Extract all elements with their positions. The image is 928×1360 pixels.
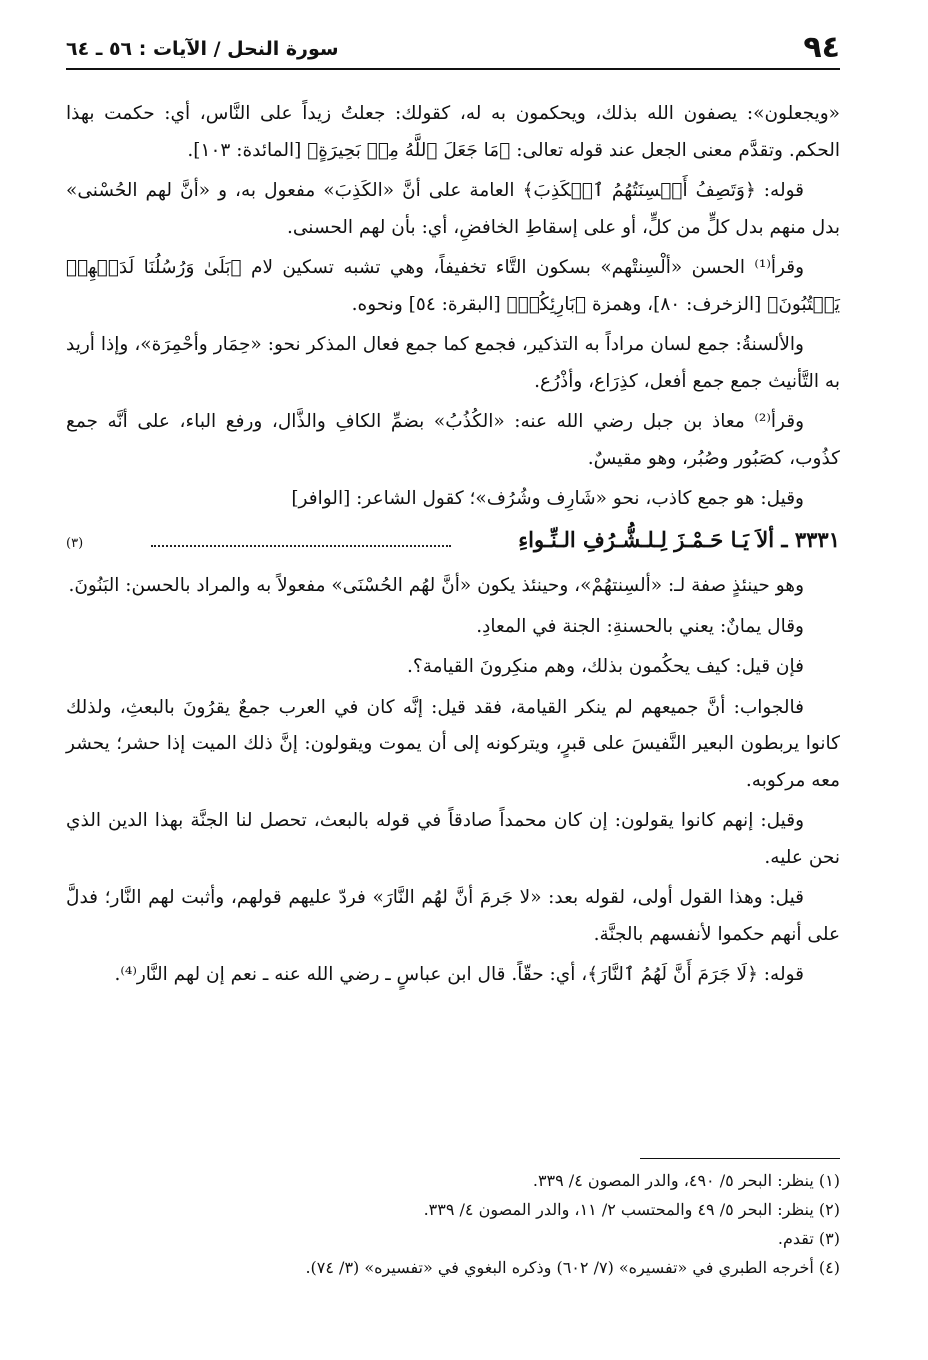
running-head: سورة النحل / الآيات : ٥٦ ـ ٦٤ [66,38,339,60]
paragraph: قوله: ﴿لَا جَرَمَ أَنَّ لَهُمُ ٱلنَّارَ﴾، أي: حقّاً. قال ابن عباسٍ ـ رضي الله عنه ـ نعم إن لهم النَّار⁽⁴⁾. [114,964,804,985]
paragraph: وقيل: هو جمع كاذب، نحو «شَارِف وشُرُف»؛ كقول الشاعر: [الوافر] [291,488,804,509]
paragraph: وقرأ⁽¹⁾ الحسن «ألْسِنتْهم» بسكون التَّاء تخفيفاً، وهي تشبه تسكين لام ﴿بَلَىٰ وَرُسُلُنَا لَدَيۡهِمۡ يَكۡتُبُونَ﴾ [الزخرف: ٨٠]، وهمزة ﴿بَارِئِكُمۡ﴾ [البقرة: ٥٤] ونحوه. [66,257,840,315]
paragraph: وقيل: إنهم كانوا يقولون: إن كان محمداً صادقاً في قوله بالبعث، تحصل لنا الجنَّة بهذا الدين الذي نحن عليه. [66,810,840,868]
verse-text: ٣٣٣١ ـ ألاَ يَـا حَـمْـزَ لِـلـشُّـرُفِ الـنِّـواءِ [518,526,840,552]
page-header [66,28,840,70]
footnote-separator [640,1158,840,1159]
footnote: (١) ينظر: البحر ٥/ ٤٩٠، والدر المصون ٤/ ٣٣٩. [532,1171,840,1190]
footnote: (٤) أخرجه الطبري في «تفسيره» (٧/ ٦٠٢) وذكره البغوي في «تفسيره» (٣/ ٧٤). [305,1258,840,1277]
main-text [66,96,840,998]
verse-footnote-ref: (٣) [66,535,84,551]
poetry-verse [66,522,840,563]
paragraph: فإن قيل: كيف يحكُمون بذلك، وهم منكِرونَ القيامة؟. [407,656,804,677]
paragraph: فالجواب: أنَّ جميعهم لم ينكر القيامة، فقد قيل: إنَّه كان في العرب جمعٌ يقرُونَ بالبعثِ، ولذلك كانوا يربطون البعير النَّفيسَ على قبرٍ، ويتركونه إلى أن يموت ويقولون: إنَّ ذلك الميت إذا حشر؛ يحشر معه مركوبه. [66,696,840,791]
paragraph: قوله: ﴿وَتَصِفُ أَلۡسِنَتُهُمُ ٱلۡكَذِبَ﴾ العامة على أنَّ «الكَذِبَ» مفعول به، و «أنَّ لهم الحُسْنى» بدل منهم بدل كلٍّ من كلٍّ، أو على إسقاطِ الخافضِ، أي: بأن لهم الحسنى. [66,180,840,238]
paragraph: وهو حينئذٍ صفة لـ: «ألسِنتهُمْ»، وحينئذ يكون «أنَّ لهُم الحُسْنَى» مفعولاً به والمراد بالحسن: البَنُونَ. [68,575,804,596]
paragraph: وقال يمانٌ: يعني بالحسنةِ: الجنة في المعادِ. [476,615,804,637]
paragraph: والألسنةُ: جمع لسان مراداً به التذكير، فجمع كما جمع فعال المذكر نحو: «حِمَار وأحْمِرَة»، وإذا أريد به التَّأنيث جمع جمع أفعل، كذِرَاع، وأذْرُع. [66,334,840,392]
paragraph: قيل: وهذا القول أولى، لقوله بعد: «لا جَرمَ أنَّ لهُم النَّارَ» فردّ عليهم قولهم، وأثبت لهم النَّار؛ فدلَّ على أنهم حكموا لأنفسهم بالجنَّة. [66,887,840,945]
footnote: (٢) ينظر: البحر ٥/ ٤٩ والمحتسب ٢/ ١١، والدر المصون ٤/ ٣٣٩. [423,1200,840,1219]
paragraph: «ويجعلون»: يصفون الله بذلك، ويحكمون به له، كقولك: جعلتُ زيداً على النَّاس، أي: حكمت بهذا الحكم. وتقدَّم معنى الجعل عند قوله تعالى: ﴿مَا جَعَلَ ٱللَّهُ مِنۢ بَحِيرَةٍ﴾ [المائدة: ١٠٣]. [66,103,840,161]
page-number: ٩٤ [803,30,840,65]
paragraph: وقرأ⁽²⁾ معاذ بن جبل رضي الله عنه: «الكُذُبُ» بضمِّ الكافِ والذَّال، ورفع الباء، على أنَّه جمع كذُوب، كصَبُور وصُبُر، وهو مقيسٌ. [66,411,840,469]
footnote: (٣) تقدم. [777,1229,840,1248]
verse-dots [151,531,451,547]
footnotes [66,1166,840,1282]
